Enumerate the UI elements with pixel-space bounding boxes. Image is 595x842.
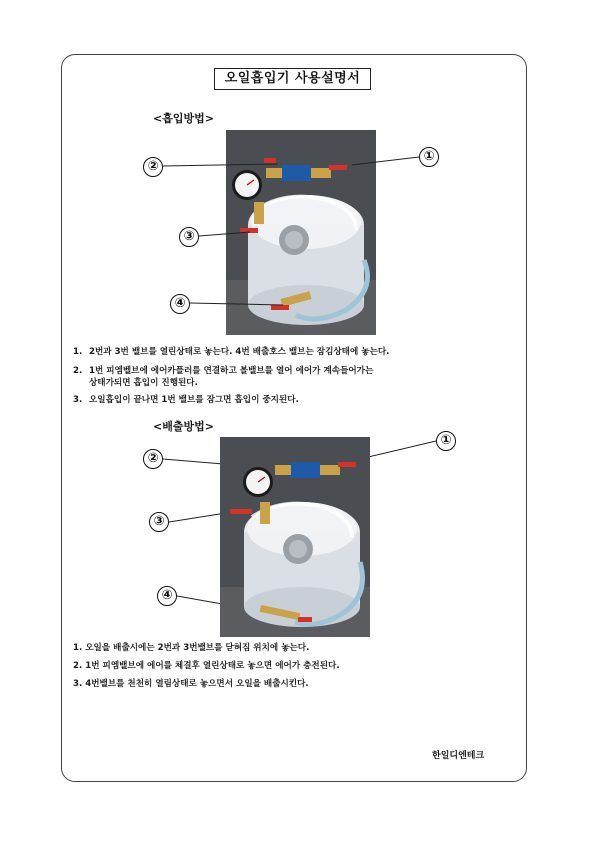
discharge-callout-1: ① [436,431,456,451]
suction-step-1: 1. 2번과 3번 밸브를 열린상태로 놓는다. 4번 배출호스 밸브는 잠김상태에 놓는다. [73,347,390,357]
discharge-step-1: 1. 오일을 배출시에는 2번과 3번밸브를 닫혀짐 위치에 놓는다. [73,643,310,653]
discharge-step-3: 3. 4번밸브를 천천히 열림상태로 놓으면서 오일을 배출시킨다. [73,679,309,689]
page-title: 오일흡입기 사용설명서 [214,68,371,90]
suction-callout-4: ④ [170,294,190,314]
suction-callout-1: ① [419,147,439,167]
discharge-callout-3: ③ [149,512,169,532]
suction-callout-3: ③ [179,227,199,247]
discharge-callout-4: ④ [157,586,177,606]
suction-step-2: 2. 1번 피엠벨브에 에어카플러를 연결하고 볼밸브를 열어 에어가 계속들어가는 [73,366,374,376]
suction-step-2-cont: 상태가되면 흡입이 진행된다. [89,378,198,388]
suction-photo [226,130,376,335]
company-name: 한일디엔테크 [432,751,485,761]
suction-step-3: 3. 오일흡입이 끝나면 1번 밸브를 잠그면 흡입이 중지된다. [73,395,299,405]
discharge-step-2: 2. 1번 피엠밸브에 에어를 체결후 열린상태로 놓으면 에어가 충전된다. [73,661,340,671]
suction-callout-2: ② [143,157,163,177]
discharge-callout-2: ② [143,449,163,469]
discharge-heading: <배출방법> [153,420,214,433]
discharge-photo [220,437,370,637]
suction-heading: <흡입방법> [153,112,214,125]
